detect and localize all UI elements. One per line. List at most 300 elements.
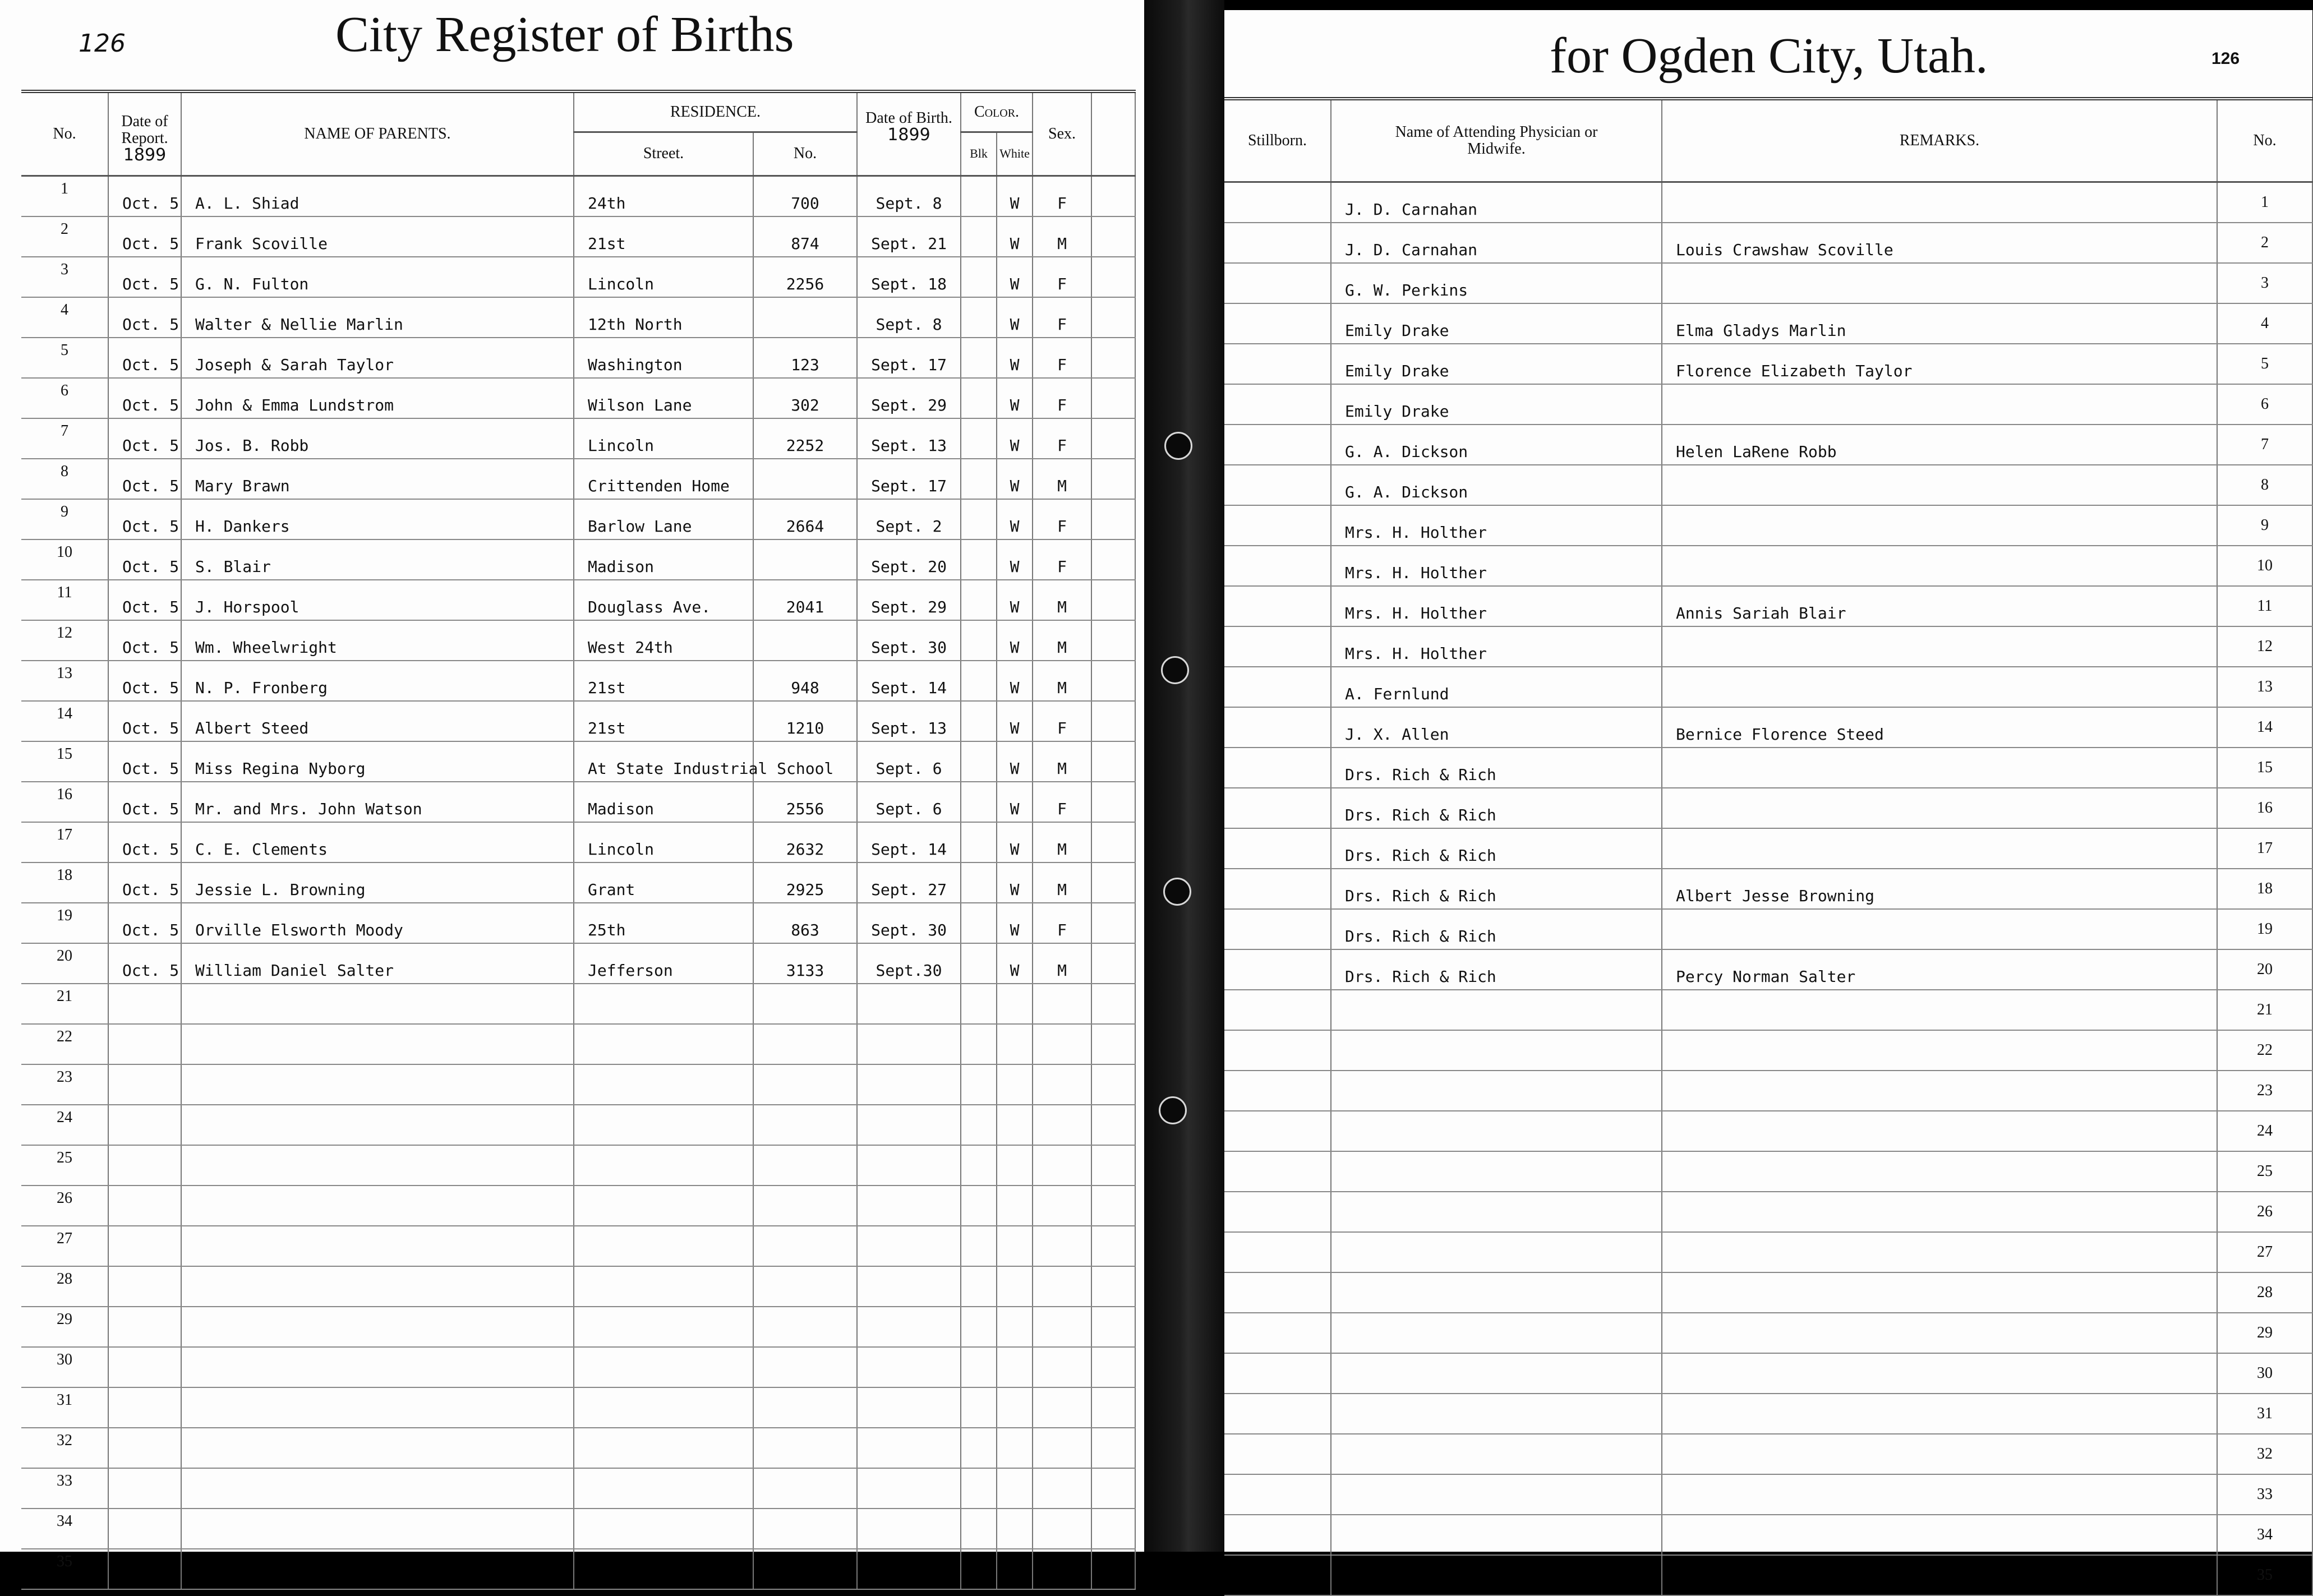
remarks [1662, 909, 2217, 949]
header-report-year: 1899 [123, 145, 167, 165]
attending-physician: Emily Drake [1331, 384, 1662, 425]
parents-name: Orville Elsworth Moody [181, 903, 574, 943]
table-row [21, 580, 1135, 620]
row-number: 28 [21, 1266, 108, 1307]
stillborn [1224, 1555, 1331, 1595]
date-of-birth: Sept. 6 [857, 741, 961, 782]
date-of-birth [857, 1186, 961, 1226]
residence-number [753, 539, 857, 580]
date-of-birth: Sept. 17 [857, 338, 961, 378]
table-row [21, 741, 1135, 782]
residence-street: Lincoln [574, 822, 753, 862]
row-number: 15 [2217, 748, 2312, 788]
residence-street: Barlow Lane [574, 499, 753, 539]
remarks [1662, 1272, 2217, 1313]
table-row [21, 1064, 1135, 1105]
header-blk: Blk [961, 132, 997, 176]
residence-street: Douglass Ave. [574, 580, 753, 620]
color-white [997, 1064, 1033, 1105]
date-of-birth: Sept. 20 [857, 539, 961, 580]
table-row [1224, 425, 2312, 465]
table-row [21, 1226, 1135, 1266]
remarks [1662, 626, 2217, 667]
table-row [21, 257, 1135, 297]
residence-number: 123 [753, 338, 857, 378]
color-white: W [997, 216, 1033, 257]
row-number: 19 [2217, 909, 2312, 949]
table-row [1224, 1353, 2312, 1394]
blank-cell [1091, 701, 1135, 741]
row-number: 3 [21, 257, 108, 297]
attending-physician: G. W. Perkins [1331, 263, 1662, 303]
residence-number: 302 [753, 378, 857, 418]
row-number: 32 [21, 1428, 108, 1468]
table-row [21, 1468, 1135, 1509]
residence-street: Madison [574, 782, 753, 822]
date-of-report: Oct. 5 [108, 862, 181, 903]
parents-name [181, 1186, 574, 1226]
table-row [1224, 546, 2312, 586]
sex [1033, 984, 1091, 1024]
header-date-of-report [108, 91, 181, 176]
attending-physician: Mrs. H. Holther [1331, 586, 1662, 626]
remarks [1662, 828, 2217, 869]
color-white [997, 1105, 1033, 1145]
date-of-birth [857, 1428, 961, 1468]
row-number: 21 [21, 984, 108, 1024]
row-number: 14 [21, 701, 108, 741]
stillborn [1224, 1030, 1331, 1071]
remarks [1662, 788, 2217, 828]
date-of-birth: Sept. 29 [857, 580, 961, 620]
remarks [1662, 1192, 2217, 1232]
left-register-page [0, 0, 1144, 1570]
color-white [997, 1549, 1033, 1589]
residence-street [574, 1468, 753, 1509]
residence-street [574, 1509, 753, 1549]
residence-number [753, 1064, 857, 1105]
color-white: W [997, 459, 1033, 499]
residence-number: 2556 [753, 782, 857, 822]
stillborn [1224, 828, 1331, 869]
remarks [1662, 1111, 2217, 1151]
row-number: 29 [2217, 1313, 2312, 1353]
color-white [997, 1266, 1033, 1307]
sex [1033, 1509, 1091, 1549]
row-number: 16 [21, 782, 108, 822]
blank-cell [1091, 580, 1135, 620]
color-white: W [997, 903, 1033, 943]
row-number: 30 [21, 1347, 108, 1387]
attending-physician: J. D. Carnahan [1331, 182, 1662, 223]
color-white: W [997, 418, 1033, 459]
row-number: 18 [21, 862, 108, 903]
blank-cell [1091, 1307, 1135, 1347]
residence-number [753, 1266, 857, 1307]
stillborn [1224, 869, 1331, 909]
residence-number: 2632 [753, 822, 857, 862]
parents-name: Walter & Nellie Marlin [181, 297, 574, 338]
table-row [1224, 465, 2312, 505]
table-row [1224, 667, 2312, 707]
table-row [21, 176, 1135, 216]
row-number: 10 [2217, 546, 2312, 586]
row-number: 12 [21, 620, 108, 661]
table-row [21, 539, 1135, 580]
row-number: 23 [21, 1064, 108, 1105]
header-color: Color. [961, 91, 1033, 132]
residence-street [574, 984, 753, 1024]
color-blk [961, 741, 997, 782]
table-row [1224, 1434, 2312, 1474]
blank-cell [1091, 499, 1135, 539]
remarks [1662, 1353, 2217, 1394]
parents-name: Wm. Wheelwright [181, 620, 574, 661]
row-number: 22 [2217, 1030, 2312, 1071]
color-blk [961, 297, 997, 338]
color-blk [961, 459, 997, 499]
attending-physician: G. A. Dickson [1331, 465, 1662, 505]
remarks [1662, 748, 2217, 788]
header-date-of-report-label: Date of Report. [121, 113, 168, 147]
color-white: W [997, 378, 1033, 418]
date-of-report: Oct. 5 [108, 338, 181, 378]
row-number: 2 [2217, 223, 2312, 263]
residence-street: Grant [574, 862, 753, 903]
date-of-birth: Sept. 14 [857, 661, 961, 701]
table-row [1224, 1151, 2312, 1192]
stillborn [1224, 505, 1331, 546]
residence-number [753, 297, 857, 338]
remarks: Albert Jesse Browning [1662, 869, 2217, 909]
table-row [21, 1145, 1135, 1186]
remarks: Bernice Florence Steed [1662, 707, 2217, 748]
stillborn [1224, 949, 1331, 990]
color-blk [961, 338, 997, 378]
stillborn [1224, 626, 1331, 667]
date-of-birth [857, 1064, 961, 1105]
residence-street [574, 1145, 753, 1186]
date-of-birth: Sept. 27 [857, 862, 961, 903]
stillborn [1224, 909, 1331, 949]
remarks [1662, 667, 2217, 707]
color-blk [961, 1024, 997, 1064]
row-number: 35 [2217, 1555, 2312, 1595]
row-number: 11 [21, 580, 108, 620]
row-number: 34 [21, 1509, 108, 1549]
parents-name [181, 1549, 574, 1589]
stillborn [1224, 1232, 1331, 1272]
date-of-report [108, 1509, 181, 1549]
blank-cell [1091, 1468, 1135, 1509]
row-number: 7 [2217, 425, 2312, 465]
date-of-report [108, 1307, 181, 1347]
residence-number: 1210 [753, 701, 857, 741]
blank-cell [1091, 620, 1135, 661]
blank-cell [1091, 943, 1135, 984]
header-birth-year: 1899 [887, 125, 930, 145]
attending-physician [1331, 1030, 1662, 1071]
header-stillborn: Stillborn. [1224, 99, 1331, 182]
table-row [1224, 384, 2312, 425]
row-number: 34 [2217, 1515, 2312, 1555]
row-number: 6 [2217, 384, 2312, 425]
stillborn [1224, 263, 1331, 303]
parents-name [181, 1428, 574, 1468]
sex: F [1033, 378, 1091, 418]
color-white: W [997, 499, 1033, 539]
residence-number [753, 1387, 857, 1428]
table-row [1224, 828, 2312, 869]
sex: F [1033, 257, 1091, 297]
remarks: Helen LaRene Robb [1662, 425, 2217, 465]
table-row [1224, 263, 2312, 303]
sex: M [1033, 741, 1091, 782]
date-of-report: Oct. 5 [108, 499, 181, 539]
color-blk [961, 1387, 997, 1428]
sex: F [1033, 176, 1091, 216]
sex [1033, 1468, 1091, 1509]
parents-name [181, 1509, 574, 1549]
color-white: W [997, 297, 1033, 338]
blank-cell [1091, 378, 1135, 418]
remarks: Annis Sariah Blair [1662, 586, 2217, 626]
attending-physician: Emily Drake [1331, 303, 1662, 344]
table-row [1224, 505, 2312, 546]
parents-name [181, 1064, 574, 1105]
births-register-table [21, 90, 1136, 1590]
row-number: 4 [2217, 303, 2312, 344]
table-row [1224, 182, 2312, 223]
color-white: W [997, 176, 1033, 216]
residence-street: Wilson Lane [574, 378, 753, 418]
table-row [21, 216, 1135, 257]
attending-physician: Mrs. H. Holther [1331, 626, 1662, 667]
residence-number [753, 1105, 857, 1145]
stillborn [1224, 586, 1331, 626]
attending-physician [1331, 1555, 1662, 1595]
color-white: W [997, 620, 1033, 661]
residence-number: 874 [753, 216, 857, 257]
date-of-report: Oct. 5 [108, 620, 181, 661]
remarks: Percy Norman Salter [1662, 949, 2217, 990]
residence-number [753, 1428, 857, 1468]
sex: F [1033, 701, 1091, 741]
attending-physician [1331, 1151, 1662, 1192]
sex [1033, 1064, 1091, 1105]
header-name-of-parents: NAME OF PARENTS. [181, 91, 574, 176]
remarks [1662, 546, 2217, 586]
parents-name: William Daniel Salter [181, 943, 574, 984]
handwritten-page-number: 126 [79, 29, 126, 58]
blank-cell [1091, 1105, 1135, 1145]
residence-street: Lincoln [574, 257, 753, 297]
sex: M [1033, 661, 1091, 701]
color-blk [961, 984, 997, 1024]
binding-hole-2 [1161, 656, 1189, 684]
table-row [21, 943, 1135, 984]
table-row [1224, 909, 2312, 949]
table-row [21, 499, 1135, 539]
parents-name: Joseph & Sarah Taylor [181, 338, 574, 378]
color-blk [961, 1186, 997, 1226]
table-row [1224, 223, 2312, 263]
right-page-title: for Ogden City, Utah. [1550, 28, 1988, 84]
residence-number [753, 1347, 857, 1387]
attending-physician: J. X. Allen [1331, 707, 1662, 748]
row-number: 11 [2217, 586, 2312, 626]
stillborn [1224, 788, 1331, 828]
date-of-birth [857, 1387, 961, 1428]
date-of-birth [857, 1307, 961, 1347]
attending-physician: A. Fernlund [1331, 667, 1662, 707]
row-number: 10 [21, 539, 108, 580]
residence-street: Madison [574, 539, 753, 580]
table-row [21, 1105, 1135, 1145]
date-of-report: Oct. 5 [108, 257, 181, 297]
date-of-birth: Sept. 30 [857, 903, 961, 943]
table-row [21, 1509, 1135, 1549]
sex [1033, 1105, 1091, 1145]
attending-physician: G. A. Dickson [1331, 425, 1662, 465]
table-row [1224, 344, 2312, 384]
date-of-birth: Sept. 14 [857, 822, 961, 862]
attending-physician [1331, 990, 1662, 1030]
table-row [1224, 1111, 2312, 1151]
residence-street: Crittenden Home [574, 459, 753, 499]
table-row [21, 1024, 1135, 1064]
sex: M [1033, 822, 1091, 862]
date-of-report [108, 1105, 181, 1145]
table-row [1224, 303, 2312, 344]
table-row [21, 620, 1135, 661]
color-blk [961, 580, 997, 620]
parents-name: S. Blair [181, 539, 574, 580]
stillborn [1224, 425, 1331, 465]
date-of-birth [857, 1347, 961, 1387]
color-white [997, 1186, 1033, 1226]
date-of-report: Oct. 5 [108, 782, 181, 822]
blank-cell [1091, 539, 1135, 580]
parents-name: H. Dankers [181, 499, 574, 539]
row-number: 8 [21, 459, 108, 499]
row-number: 19 [21, 903, 108, 943]
date-of-report [108, 1549, 181, 1589]
row-number: 29 [21, 1307, 108, 1347]
row-number: 6 [21, 378, 108, 418]
color-blk [961, 1226, 997, 1266]
color-blk [961, 1105, 997, 1145]
stillborn [1224, 546, 1331, 586]
color-white [997, 1145, 1033, 1186]
table-row [21, 1549, 1135, 1589]
blank-cell [1091, 418, 1135, 459]
header-date-of-birth-label: Date of Birth. [865, 109, 952, 127]
residence-street [574, 1024, 753, 1064]
residence-street [574, 1266, 753, 1307]
residence-street: Washington [574, 338, 753, 378]
left-page-title: City Register of Births [335, 7, 794, 62]
blank-cell [1091, 1428, 1135, 1468]
parents-name: Frank Scoville [181, 216, 574, 257]
remarks: Elma Gladys Marlin [1662, 303, 2217, 344]
table-row [21, 1186, 1135, 1226]
color-white [997, 1387, 1033, 1428]
residence-street: Lincoln [574, 418, 753, 459]
color-blk [961, 539, 997, 580]
parents-name: John & Emma Lundstrom [181, 378, 574, 418]
remarks [1662, 263, 2217, 303]
remarks [1662, 505, 2217, 546]
blank-cell [1091, 1387, 1135, 1428]
date-of-birth: Sept. 21 [857, 216, 961, 257]
color-white: W [997, 580, 1033, 620]
sex: F [1033, 297, 1091, 338]
residence-street: 21st [574, 216, 753, 257]
attending-physician: Drs. Rich & Rich [1331, 748, 1662, 788]
date-of-report: Oct. 5 [108, 661, 181, 701]
blank-cell [1091, 257, 1135, 297]
remarks [1662, 990, 2217, 1030]
color-white: W [997, 257, 1033, 297]
sex: F [1033, 903, 1091, 943]
table-row [1224, 626, 2312, 667]
table-row [21, 661, 1135, 701]
table-row [1224, 1515, 2312, 1555]
parents-name [181, 1145, 574, 1186]
sex: F [1033, 338, 1091, 378]
date-of-report: Oct. 5 [108, 176, 181, 216]
table-row [21, 1347, 1135, 1387]
table-row [21, 378, 1135, 418]
table-row [1224, 1030, 2312, 1071]
residence-street: 25th [574, 903, 753, 943]
attending-physician [1331, 1192, 1662, 1232]
table-row [1224, 990, 2312, 1030]
date-of-birth [857, 1468, 961, 1509]
date-of-birth: Sept. 2 [857, 499, 961, 539]
blank-cell [1091, 661, 1135, 701]
table-row [21, 1307, 1135, 1347]
color-blk [961, 661, 997, 701]
row-number: 33 [21, 1468, 108, 1509]
color-blk [961, 1468, 997, 1509]
color-blk [961, 620, 997, 661]
date-of-report [108, 1266, 181, 1307]
date-of-birth [857, 1226, 961, 1266]
date-of-report [108, 1347, 181, 1387]
date-of-report: Oct. 5 [108, 943, 181, 984]
residence-street: At State Industrial School [574, 741, 753, 782]
remarks [1662, 1151, 2217, 1192]
parents-name [181, 984, 574, 1024]
date-of-birth: Sept. 29 [857, 378, 961, 418]
table-row [21, 903, 1135, 943]
color-white: W [997, 943, 1033, 984]
blank-cell [1091, 176, 1135, 216]
row-number: 16 [2217, 788, 2312, 828]
header-residence: RESIDENCE. [574, 91, 857, 132]
date-of-birth: Sept. 13 [857, 701, 961, 741]
remarks: Florence Elizabeth Taylor [1662, 344, 2217, 384]
row-number: 17 [2217, 828, 2312, 869]
date-of-report: Oct. 5 [108, 741, 181, 782]
attending-physician [1331, 1394, 1662, 1434]
row-number: 17 [21, 822, 108, 862]
table-row [21, 984, 1135, 1024]
date-of-report [108, 1226, 181, 1266]
residence-number [753, 984, 857, 1024]
